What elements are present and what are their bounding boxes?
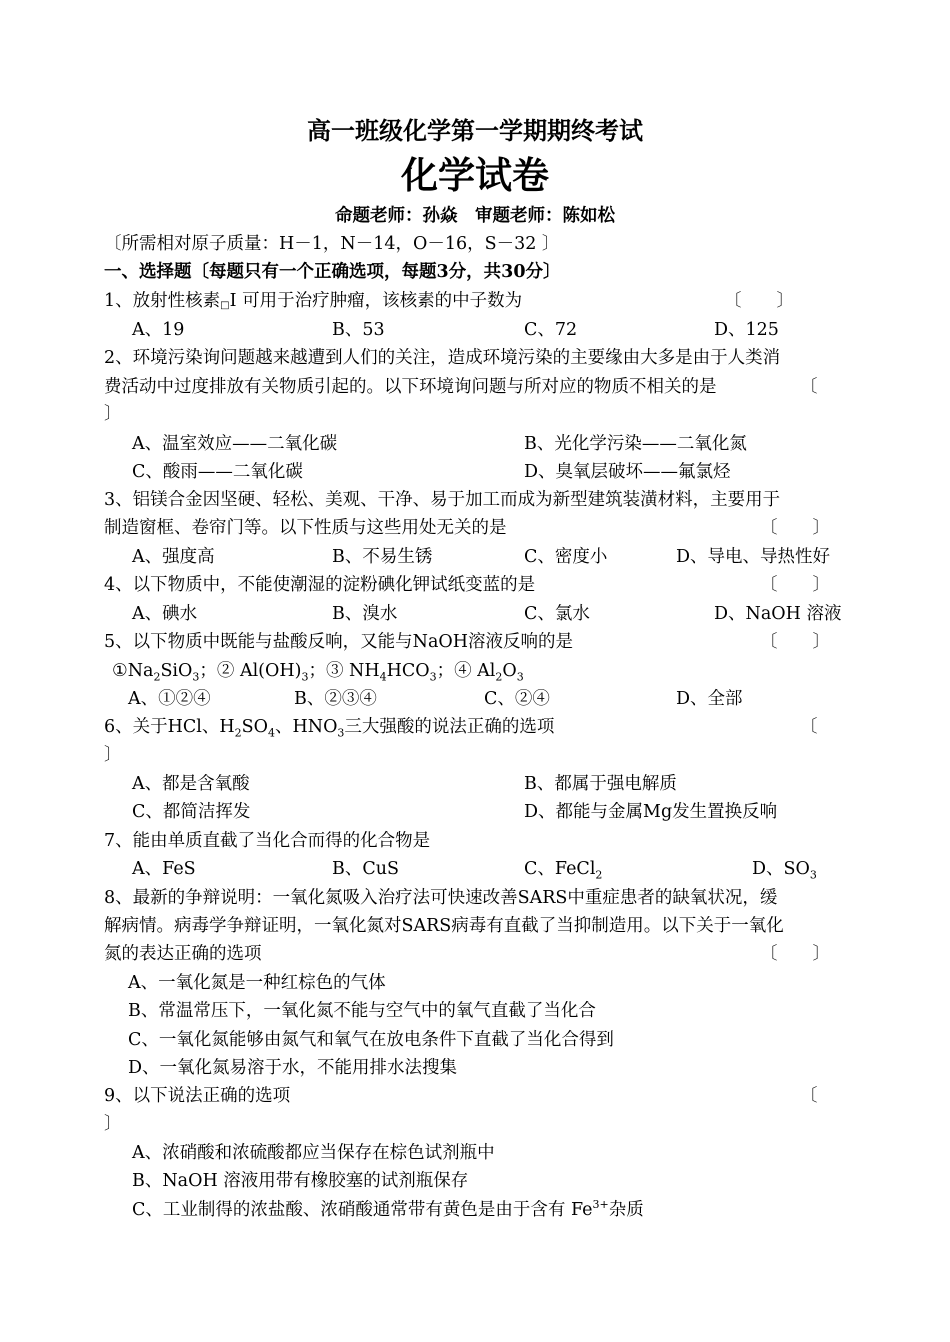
q3-stem-line1: 3、铝镁合金因坚硬、轻松、美观、干净、易于加工而成为新型建筑装潢材料，主要用于 <box>104 490 781 510</box>
q2-stem-line2 <box>104 373 850 401</box>
question-9 <box>104 1082 850 1110</box>
q9-option-c-sup: 3+ <box>592 1198 609 1212</box>
q6-stem-d: 三大强酸的说法正确的选项 <box>344 717 555 737</box>
q3-option-a: A、强度高 <box>132 547 215 567</box>
q5-item-4 <box>454 661 524 684</box>
q5-item-1-sub1: 2 <box>153 670 161 684</box>
q4-answer-paren: 〔 〕 <box>760 575 830 595</box>
q7-option-d-text: D、SO <box>752 859 810 879</box>
q9-paren-open: 〔 <box>800 1086 818 1106</box>
q8-stem-line2: 解病情。病毒学争辩证明，一氧化氮对SARS病毒有直截了当抑制造用。以下关于一氧化 <box>104 916 784 936</box>
q3-options <box>104 543 850 571</box>
q7-option-c-sub: 2 <box>595 868 603 882</box>
q4-options <box>104 600 850 628</box>
q7-stem: 7、能由单质直截了当化合而得的化合物是 <box>104 831 431 851</box>
q6-options-row2 <box>104 798 850 826</box>
q5-item-2-sep: ； <box>308 661 326 681</box>
q5-item-1-b: SiO <box>160 661 193 681</box>
q1-option-d: D、125 <box>714 320 779 340</box>
q7-option-b: B、CuS <box>332 859 400 879</box>
q5-item-3-sub1: 4 <box>379 670 387 684</box>
q2-options-row2 <box>104 458 850 486</box>
q6-stem <box>104 717 555 740</box>
q8-stem-line3-text: 氮的表达正确的选项 <box>104 944 262 964</box>
q6-sub1: 2 <box>234 726 242 740</box>
q3-option-d: D、导电、导热性好 <box>676 547 831 567</box>
q3-option-c: C、密度小 <box>524 547 608 567</box>
q9-stem: 9、以下说法正确的选项 <box>104 1086 291 1106</box>
q5-option-d: D、全部 <box>676 689 743 709</box>
q2-option-b: B、光化学污染——二氧化氮 <box>524 434 747 454</box>
q5-item-4-a: ④ Al <box>454 661 496 681</box>
q8-stem-line3 <box>104 940 850 968</box>
q5-item-4-sub1: 2 <box>495 670 503 684</box>
q5-item-1-sub2: 3 <box>192 670 200 684</box>
q1-stem-pre: 1、放射性核素 <box>104 291 221 311</box>
exam-authors: 命题老师：孙焱 审题老师：陈如松 <box>335 206 615 226</box>
question-6 <box>104 713 850 741</box>
q5-item-1 <box>112 661 217 684</box>
q5-options <box>104 685 850 713</box>
q2-option-a: A、温室效应——二氧化碳 <box>132 434 338 454</box>
q1-answer-paren: 〔 〕 <box>724 291 794 311</box>
section-heading: 一、选择题〔每题只有一个正确选项，每题3分，共30分〕 <box>104 262 561 282</box>
q4-option-a: A、碘水 <box>132 604 198 624</box>
q5-option-a: A、①②④ <box>128 689 211 709</box>
q5-answer-paren: 〔 〕 <box>760 632 830 652</box>
q8-option-d-text: D、一氧化氮易溶于水，不能用排水法搜集 <box>128 1058 458 1078</box>
question-4 <box>104 571 850 599</box>
q6-paren-close: 〕 <box>104 745 122 765</box>
q9-option-b <box>104 1167 850 1195</box>
q5-item-4-b: O <box>502 661 517 681</box>
q9-option-c-wrap <box>132 1200 644 1220</box>
q6-option-d: D、都能与金属Mg发生置换反响 <box>524 802 778 822</box>
q6-option-b: B、都属于强电解质 <box>524 774 677 794</box>
q1-option-a: A、19 <box>132 320 185 340</box>
q4-option-b: B、溴水 <box>332 604 398 624</box>
q5-item-3-sep: ； <box>436 661 455 681</box>
q2-paren-open: 〔 <box>800 377 818 397</box>
q5-item-3 <box>325 661 455 684</box>
q8-option-b-text: B、常温常压下，一氧化氮不能与空气中的氧气直截了当化合 <box>128 1001 596 1021</box>
atomic-mass-note: 〔所需相对原子质量：H－1，N－14，O－16，S－32 〕 <box>104 234 560 254</box>
q7-option-c <box>524 855 602 883</box>
q5-item-1-sep: ； <box>199 661 217 681</box>
q5-item-1-a: ①Na <box>112 661 154 681</box>
q9-option-a-text: A、浓硝酸和浓硫酸都应当保存在棕色试剂瓶中 <box>132 1143 495 1163</box>
q8-option-d <box>104 1054 850 1082</box>
q6-stem-c: 、HNO <box>275 717 338 737</box>
q5-option-b: B、②③④ <box>294 689 377 709</box>
q6-stem-a: 6、关于HCl、H <box>104 717 235 737</box>
q5-item-3-sub2: 3 <box>429 670 437 684</box>
q5-stem: 5、以下物质中既能与盐酸反响，又能与NaOH溶液反响的是 <box>104 632 573 652</box>
q2-stem-line2-text: 费活动中过度排放有关物质引起的。以下环境询问题与所对应的物质不相关的是 <box>104 377 717 397</box>
q2-stem-line1: 2、环境污染询问题越来越遭到人们的关注，造成环境污染的主要缘由大多是由于人类消 <box>104 348 781 368</box>
q4-option-c: C、氯水 <box>524 604 590 624</box>
q3-answer-paren: 〔 〕 <box>760 518 830 538</box>
q9-option-c-post: 杂质 <box>608 1200 644 1220</box>
question-5 <box>104 628 850 656</box>
q6-options-row1 <box>104 770 850 798</box>
q5-item-4-sub2: 3 <box>516 670 524 684</box>
q8-option-b <box>104 997 850 1025</box>
q6-paren-open: 〔 <box>800 717 818 737</box>
q4-stem: 4、以下物质中，不能使潮湿的淀粉碘化钾试纸变蓝的是 <box>104 575 536 595</box>
q5-item-2-a: ② Al(OH) <box>216 661 302 681</box>
q8-option-c <box>104 1026 850 1054</box>
q9-option-b-text: B、NaOH 溶液用带有橡胶塞的试剂瓶保存 <box>132 1171 469 1191</box>
q2-option-c: C、酸雨——二氧化碳 <box>132 462 303 482</box>
q6-sub2: 4 <box>268 726 275 740</box>
q3-stem-line2 <box>104 514 850 542</box>
q6-option-a: A、都是含氧酸 <box>132 774 250 794</box>
q1-option-c: C、72 <box>524 320 578 340</box>
q8-option-c-text: C、一氧化氮能够由氮气和氧气在放电条件下直截了当化合得到 <box>128 1030 614 1050</box>
q7-option-d <box>752 855 817 883</box>
q3-stem-line2-text: 制造窗框、卷帘门等。以下性质与这些用处无关的是 <box>104 518 507 538</box>
q2-option-d: D、臭氧层破坏——氟氯烃 <box>524 462 731 482</box>
q6-stem-b: SO <box>241 717 268 737</box>
q8-option-a-text: A、一氧化氮是一种红棕色的气体 <box>128 973 386 993</box>
q1-option-b: B、53 <box>332 320 385 340</box>
q1-stem-post: I 可用于治疗肿瘤，该核素的中子数为 <box>229 291 523 311</box>
q1-isotope-symbol: □ <box>220 300 230 311</box>
q5-item-3-a: ③ NH <box>325 661 380 681</box>
q2-paren-close: 〕 <box>104 404 122 424</box>
q7-option-a: A、FeS <box>132 859 196 879</box>
exam-title: 高一班级化学第一学期期终考试 <box>307 116 643 145</box>
q7-options <box>104 855 850 883</box>
q5-substances <box>104 657 850 685</box>
q8-answer-paren: 〔 〕 <box>760 944 830 964</box>
q8-stem-line1: 8、最新的争辩说明：一氧化氮吸入治疗法可快速改善SARS中重症患者的缺氧状况，缓 <box>104 888 778 908</box>
exam-subtitle: 化学试卷 <box>401 153 549 197</box>
q7-option-d-sub: 3 <box>809 868 817 882</box>
question-1 <box>104 287 850 315</box>
q5-item-3-b: HCO <box>386 661 430 681</box>
q9-option-c <box>104 1196 850 1224</box>
q5-option-c: C、②④ <box>484 689 550 709</box>
q2-options-row1 <box>104 430 850 458</box>
q5-item-2-sub: 3 <box>301 670 309 684</box>
q1-options <box>104 316 850 344</box>
q6-sub3: 3 <box>337 726 345 740</box>
q5-item-2 <box>216 661 326 684</box>
q6-option-c: C、都简洁挥发 <box>132 802 251 822</box>
q4-option-d: D、NaOH 溶液 <box>714 604 842 624</box>
q9-option-a <box>104 1139 850 1167</box>
q9-option-c-text: C、工业制得的浓盐酸、浓硝酸通常带有黄色是由于含有 Fe <box>132 1200 593 1220</box>
q3-option-b: B、不易生锈 <box>332 547 433 567</box>
q9-paren-close: 〕 <box>104 1114 122 1134</box>
q7-option-c-text: C、FeCl <box>524 859 596 879</box>
q8-option-a <box>104 969 850 997</box>
